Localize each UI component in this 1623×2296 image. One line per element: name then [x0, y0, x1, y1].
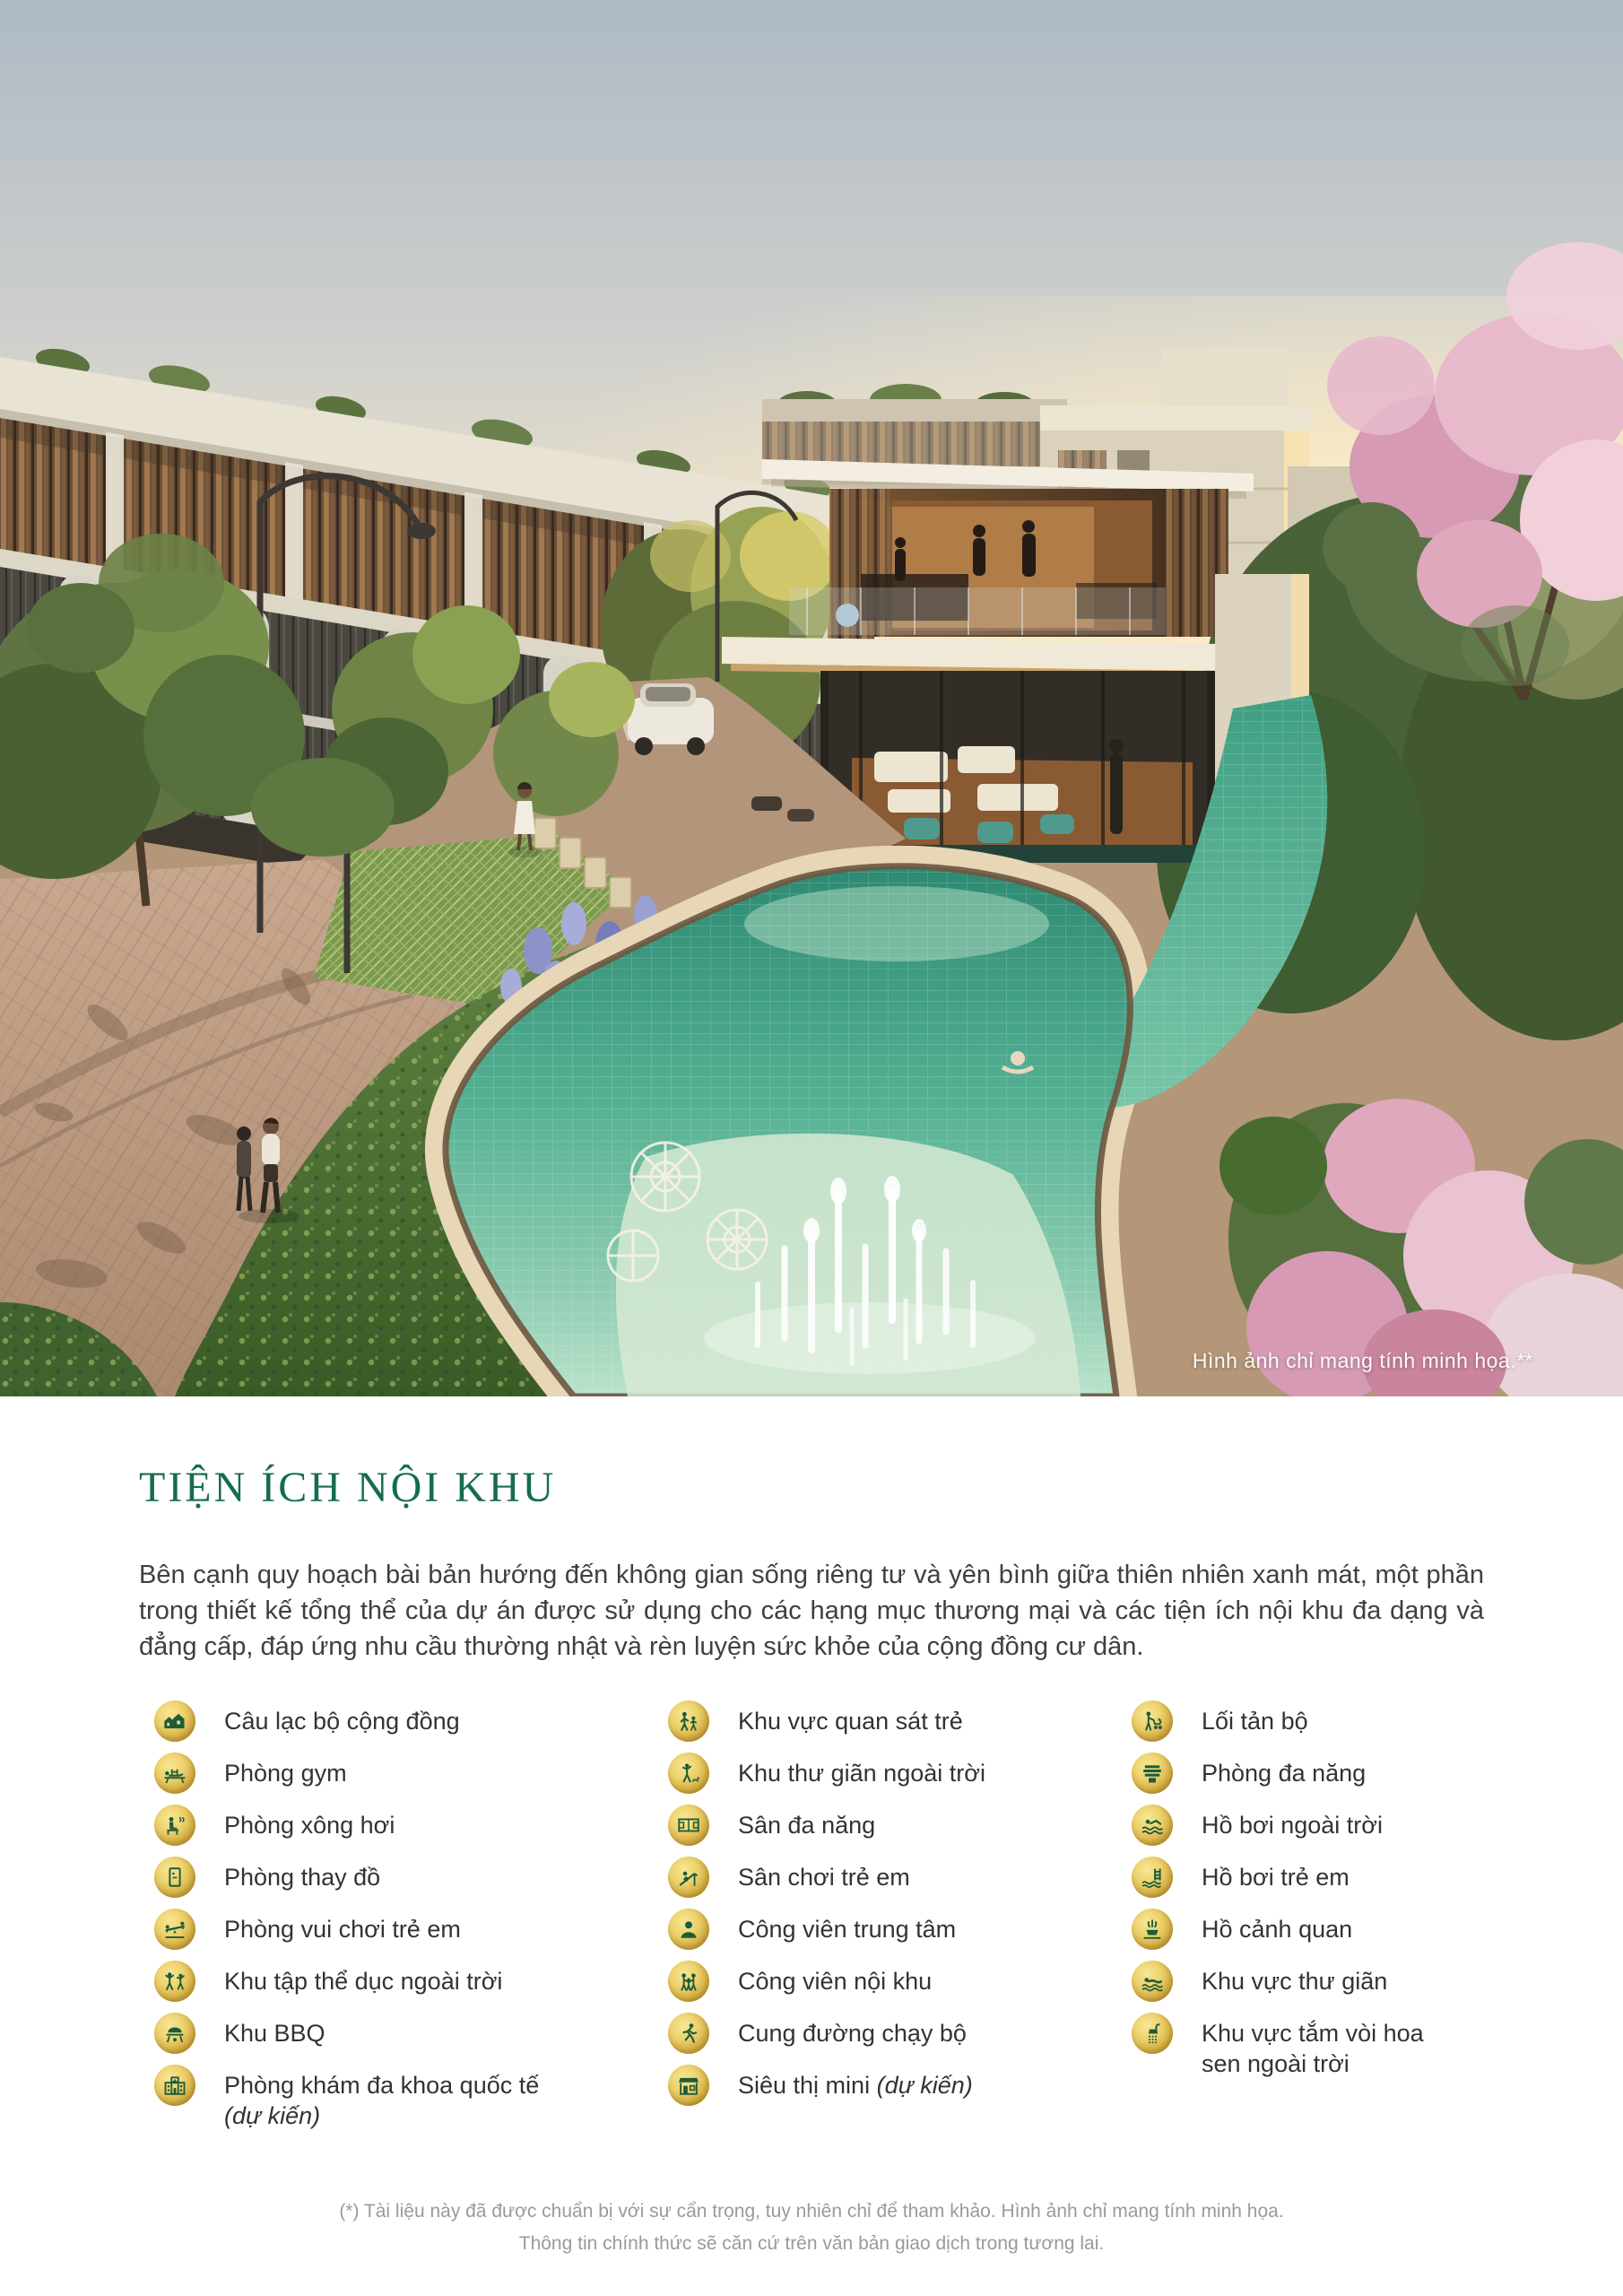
amenity-label: Khu vực thư giãn: [1202, 1968, 1388, 1995]
outdoor-pool-icon: [1132, 1805, 1173, 1846]
amenity-label: Cung đường chạy bộ: [738, 2020, 967, 2047]
amenity-label: Công viên trung tâm: [738, 1916, 957, 1943]
amenity-label: Câu lạc bộ cộng đồng: [224, 1708, 460, 1735]
amenity-note: (dự kiến): [870, 2072, 973, 2099]
relax-area-icon: [1132, 1961, 1173, 2002]
section-intro: Bên cạnh quy hoạch bài bản hướng đến không gian sống riêng tư và yên bình giữa thiên nhiên xanh mát, một phần trong thiết kế tổng thể của dự án được sử dụng cho các hạng mục thương mại và các tiện ích nội khu đa dạng và đẳng cấp, đáp ứng nhu cầu thường nhật và rèn luyện sức khỏe của cộng đồng cư dân.: [139, 1561, 1484, 1661]
playground-icon: [668, 1857, 709, 1898]
amenity-item: [1132, 1909, 1623, 1950]
amenity-item: [668, 1700, 1132, 1742]
amenity-column-3: [1132, 1700, 1623, 2131]
community-club-icon: [154, 1700, 195, 1742]
scenic-lake-icon: [1132, 1909, 1173, 1950]
amenity-label: Phòng thay đồ: [224, 1864, 381, 1891]
amenity-item: [668, 2013, 1132, 2054]
amenity-label: Phòng khám đa khoa quốc tế (dự kiến): [224, 2072, 540, 2129]
amenity-item: [668, 2065, 1132, 2106]
amenity-label: Công viên nội khu: [738, 1968, 933, 1995]
amenity-item: [668, 1752, 1132, 1794]
amenity-item: [1132, 1752, 1623, 1794]
amenity-label: Hồ cảnh quan: [1202, 1916, 1353, 1943]
amenity-label: Hồ bơi trẻ em: [1202, 1864, 1350, 1891]
amenity-item: [154, 2013, 668, 2054]
amenity-label: Phòng gym: [224, 1760, 347, 1787]
multi-sport-court-icon: [668, 1805, 709, 1846]
kids-pool-icon: [1132, 1857, 1173, 1898]
mini-mart-icon: [668, 2065, 709, 2106]
amenity-label: Phòng vui chơi trẻ em: [224, 1916, 461, 1943]
amenity-item: [668, 1961, 1132, 2002]
amenity-item: [668, 1857, 1132, 1898]
amenity-column-1: [154, 1700, 668, 2131]
amenity-label: Khu tập thể dục ngoài trời: [224, 1968, 503, 1995]
footer-line-2: Thông tin chính thức sẽ căn cứ trên văn bản giao dịch trong tương lai.: [518, 2233, 1105, 2254]
amenity-item: [1132, 1961, 1623, 2002]
amenity-item: [154, 1857, 668, 1898]
amenity-item: [668, 1909, 1132, 1950]
amenity-label: Siêu thị mini (dự kiến): [738, 2072, 973, 2099]
amenity-label: Khu thư giãn ngoài trời: [738, 1760, 985, 1787]
amenities-section: [0, 1396, 1623, 2131]
amenity-item: [1132, 1857, 1623, 1898]
amenity-column-2: [668, 1700, 1132, 2131]
amenity-item: [1132, 1805, 1623, 1846]
outdoor-shower-icon: [1132, 2013, 1173, 2054]
section-title: TIỆN ÍCH NỘI KHU: [139, 1464, 557, 1511]
multi-purpose-room-icon: [1132, 1752, 1173, 1794]
amenity-item: [668, 1805, 1132, 1846]
amenity-label: Hồ bơi ngoài trời: [1202, 1812, 1383, 1839]
sauna-icon: [154, 1805, 195, 1846]
amenity-item: [154, 1961, 668, 2002]
amenity-item: [154, 1909, 668, 1950]
amenity-item: [154, 1700, 668, 1742]
amenity-item: [1132, 2013, 1623, 2079]
amenity-label: Lối tản bộ: [1202, 1708, 1308, 1735]
amenity-label: Khu vực tắm vòi hoa sen ngoài trời: [1202, 2020, 1424, 2077]
bbq-icon: [154, 2013, 195, 2054]
kids-playroom-icon: [154, 1909, 195, 1950]
amenity-label: Khu vực quan sát trẻ: [738, 1708, 963, 1735]
page-footer: [0, 2196, 1623, 2260]
central-park-icon: [668, 1909, 709, 1950]
amenity-item: [154, 1752, 668, 1794]
child-watch-icon: [668, 1700, 709, 1742]
amenity-note: (dự kiến): [224, 2102, 321, 2129]
amenity-label: Sân đa năng: [738, 1812, 876, 1839]
gym-icon: [154, 1752, 195, 1794]
clinic-icon: [154, 2065, 195, 2106]
locker-room-icon: [154, 1857, 195, 1898]
amenity-label: Phòng đa năng: [1202, 1760, 1367, 1787]
jogging-track-icon: [668, 2013, 709, 2054]
footer-line-1: (*) Tài liệu này đã được chuẩn bị với sự cẩn trọng, tuy nhiên chỉ để tham khảo. Hình ảnh chỉ mang tính minh họa.: [339, 2201, 1284, 2222]
amenity-item: [154, 2065, 668, 2131]
hero-caption: Hình ảnh chỉ mang tính minh họa.**: [1192, 1349, 1533, 1372]
outdoor-relax-icon: [668, 1752, 709, 1794]
amenity-label: Sân chơi trẻ em: [738, 1864, 910, 1891]
outdoor-fitness-icon: [154, 1961, 195, 2002]
promenade-icon: [1132, 1700, 1173, 1742]
amenity-item: [1132, 1700, 1623, 1742]
internal-park-icon: [668, 1961, 709, 2002]
amenity-item: [154, 1805, 668, 1846]
amenity-label: Khu BBQ: [224, 2020, 325, 2047]
amenity-label: Phòng xông hơi: [224, 1812, 395, 1839]
amenities-grid: [154, 1700, 1623, 2131]
